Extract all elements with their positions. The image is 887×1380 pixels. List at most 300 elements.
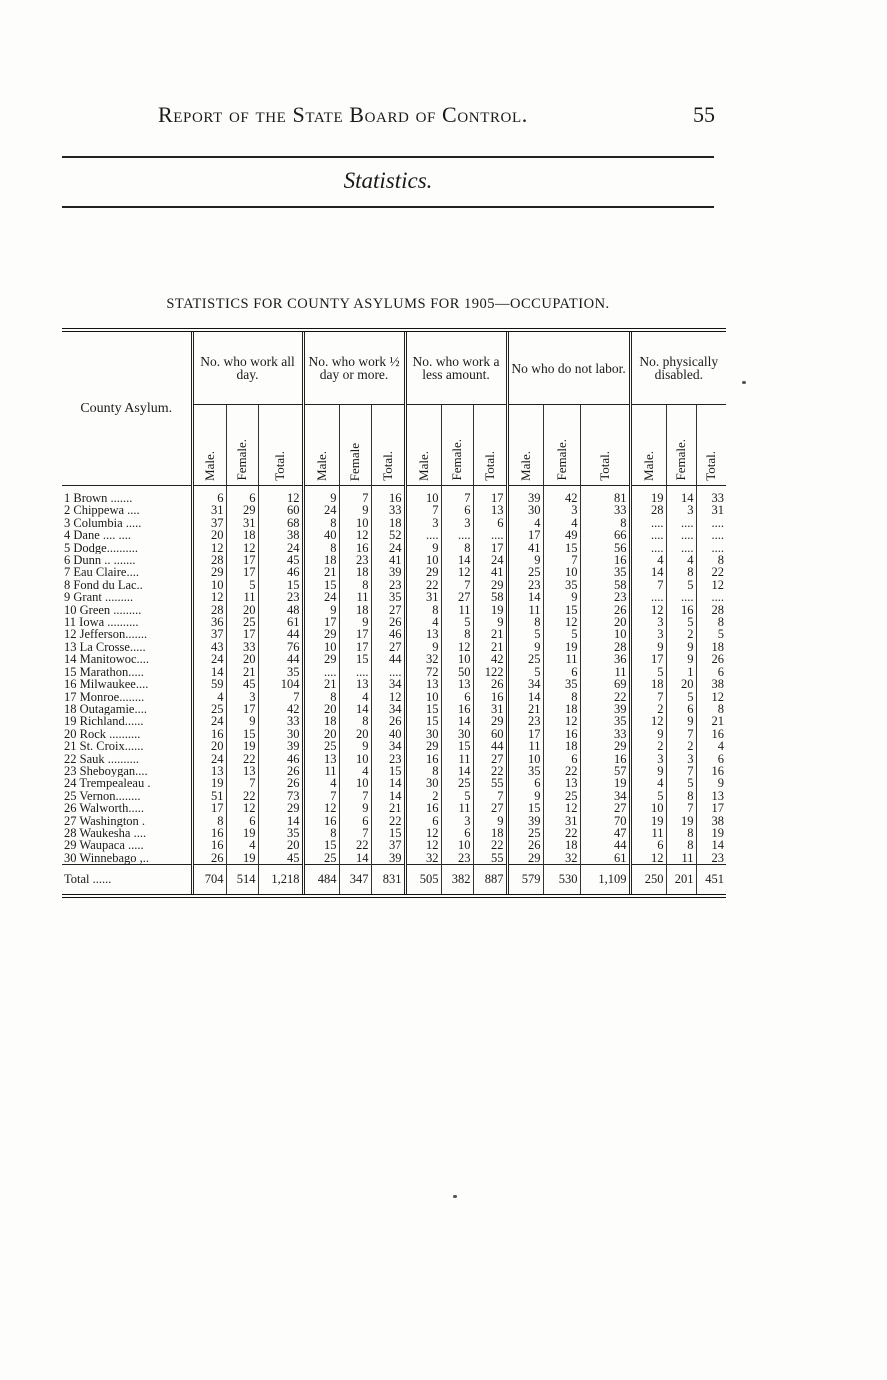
cell-total-disabled: 8	[696, 703, 726, 715]
cell-female-less: 14	[441, 715, 473, 727]
county-name: 17 Monroe........	[64, 690, 145, 703]
cell-male-all-day: 37	[192, 517, 226, 529]
cell-total-not-labor: 16	[580, 753, 630, 765]
county-name: 28 Waukesha ....	[64, 826, 147, 840]
cell-female-less: 7	[441, 579, 473, 591]
cell-male-less: 8	[405, 604, 441, 616]
cell-female-not-labor: 6	[543, 753, 580, 765]
cell-female-less: 10	[441, 653, 473, 665]
cell-female-disabled: 3	[666, 753, 696, 765]
cell-total-all-day: 39	[258, 740, 303, 752]
subheader-male-disabled	[630, 405, 666, 486]
cell-female-disabled: 6	[666, 703, 696, 715]
cell-male-disabled: 5	[630, 790, 666, 802]
county-name: 20 Rock ..........	[64, 727, 141, 741]
cell-total-less: 26	[473, 678, 507, 690]
cell-male-less: 30	[405, 728, 441, 740]
cell-male-not-labor: 9	[507, 790, 543, 802]
subheader-total-all-day	[258, 405, 303, 486]
cell-female-disabled: ....	[666, 517, 696, 529]
cell-male-all-day: 37	[192, 628, 226, 640]
cell-female-not-labor: 18	[543, 740, 580, 752]
cell-total-not-labor: 70	[580, 815, 630, 827]
cell-female-all-day: 20	[226, 604, 258, 616]
cell-female-half-day: 20	[339, 728, 371, 740]
table-row	[62, 678, 726, 690]
cell-male-all-day: 25	[192, 703, 226, 715]
cell-total-disabled: 12	[696, 691, 726, 703]
cell-total-half-day: 12	[371, 691, 405, 703]
cell-female-half-day: 13	[339, 678, 371, 690]
cell-male-less: 22	[405, 579, 441, 591]
cell-female-all-day: 5	[226, 579, 258, 591]
subheader-total-less	[473, 405, 507, 486]
county-name: 6 Dunn .. .......	[64, 554, 136, 567]
total-male-not-labor: 579	[507, 865, 543, 896]
report-title: Report of the State Board of Control.	[158, 102, 528, 127]
subheader-female-less	[441, 405, 473, 486]
cell-male-all-day: 16	[192, 827, 226, 839]
cell-female-not-labor: 49	[543, 529, 580, 541]
cell-male-disabled: 3	[630, 628, 666, 640]
county-name: 15 Marathon.....	[64, 665, 144, 679]
cell-total-all-day: 46	[258, 566, 303, 578]
county-name: 8 Fond du Lac..	[64, 578, 143, 592]
cell-male-all-day: 6	[192, 486, 226, 505]
cell-total-not-labor: 35	[580, 566, 630, 578]
cell-male-less: 32	[405, 852, 441, 865]
cell-female-not-labor: 19	[543, 641, 580, 653]
cell-total-not-labor: 33	[580, 504, 630, 516]
cell-total-disabled: ....	[696, 542, 726, 554]
cell-female-less: 23	[441, 852, 473, 865]
total-female-disabled: 201	[666, 865, 696, 896]
group-header-work-all-day: No. who work all day.	[192, 330, 303, 405]
subheader-total-not-labor	[580, 405, 630, 486]
cell-total-disabled: 38	[696, 678, 726, 690]
cell-female-not-labor: 32	[543, 852, 580, 865]
county-name: 19 Richland......	[64, 715, 144, 728]
cell-total-all-day: 23	[258, 591, 303, 603]
cell-female-disabled: 2	[666, 740, 696, 752]
cell-male-not-labor: 39	[507, 486, 543, 505]
county-name: 7 Eau Claire....	[64, 566, 139, 579]
cell-total-half-day: 15	[371, 827, 405, 839]
cell-female-all-day: 33	[226, 641, 258, 653]
cell-male-disabled: ....	[630, 529, 666, 541]
cell-total-half-day: 24	[371, 542, 405, 554]
table-body	[62, 486, 726, 896]
cell-total-all-day: 48	[258, 604, 303, 616]
cell-total-not-labor: 10	[580, 628, 630, 640]
cell-male-disabled: 6	[630, 839, 666, 851]
cell-total-half-day: 34	[371, 703, 405, 715]
cell-male-all-day: 16	[192, 728, 226, 740]
cell-female-not-labor: 11	[543, 653, 580, 665]
cell-total-all-day: 76	[258, 641, 303, 653]
cell-male-half-day: 20	[303, 728, 339, 740]
cell-total-half-day: 33	[371, 504, 405, 516]
table-row	[62, 740, 726, 752]
cell-total-less: 18	[473, 827, 507, 839]
total-male-half-day: 484	[303, 865, 339, 896]
cell-female-half-day: 6	[339, 815, 371, 827]
cell-total-not-labor: 16	[580, 554, 630, 566]
subheader-label: Total.	[481, 451, 497, 481]
group-header-work-half-day: No. who work ½ day or more.	[303, 330, 405, 405]
cell-female-all-day: 17	[226, 566, 258, 578]
cell-total-disabled: 28	[696, 604, 726, 616]
cell-male-not-labor: 9	[507, 641, 543, 653]
county-name: 11 Iowa ..........	[64, 616, 139, 629]
cell-total-not-labor: 58	[580, 579, 630, 591]
cell-male-all-day: 28	[192, 554, 226, 566]
cell-male-less: 16	[405, 753, 441, 765]
cell-male-half-day: 15	[303, 579, 339, 591]
cell-total-all-day: 20	[258, 839, 303, 851]
cell-female-all-day: 9	[226, 715, 258, 727]
cell-total-not-labor: 29	[580, 740, 630, 752]
cell-total-not-labor: 33	[580, 728, 630, 740]
cell-male-not-labor: 14	[507, 591, 543, 603]
cell-female-all-day: 31	[226, 517, 258, 529]
cell-male-less: 32	[405, 653, 441, 665]
cell-male-half-day: 4	[303, 777, 339, 789]
cell-female-disabled: 9	[666, 715, 696, 727]
cell-female-less: 3	[441, 517, 473, 529]
subheader-label: Male.	[313, 451, 329, 481]
table-row	[62, 529, 726, 541]
cell-female-not-labor: 22	[543, 827, 580, 839]
cell-total-all-day: 44	[258, 628, 303, 640]
cell-male-not-labor: 25	[507, 566, 543, 578]
cell-total-disabled: 33	[696, 486, 726, 505]
cell-total-half-day: 46	[371, 628, 405, 640]
cell-total-not-labor: 81	[580, 486, 630, 505]
cell-female-half-day: 9	[339, 616, 371, 628]
group-header-disabled: No. physically disabled.	[630, 330, 726, 405]
table-row	[62, 777, 726, 789]
subheader-female-all-day	[226, 405, 258, 486]
subheader-female-half-day	[339, 405, 371, 486]
cell-male-disabled: 10	[630, 802, 666, 814]
cell-female-less: 16	[441, 703, 473, 715]
cell-female-disabled: 1	[666, 666, 696, 678]
cell-female-half-day: 4	[339, 765, 371, 777]
cell-female-less: 11	[441, 604, 473, 616]
total-row	[62, 865, 726, 896]
cell-male-half-day: 40	[303, 529, 339, 541]
table-row	[62, 591, 726, 603]
cell-total-all-day: 12	[258, 486, 303, 505]
cell-male-all-day: 12	[192, 542, 226, 554]
subheader-label: Male.	[415, 451, 431, 481]
cell-female-less: 7	[441, 486, 473, 505]
cell-female-less: 13	[441, 678, 473, 690]
total-label: Total ......	[62, 865, 192, 896]
cell-female-less: 6	[441, 827, 473, 839]
subheader-label: Male.	[517, 451, 533, 481]
cell-female-all-day: 17	[226, 628, 258, 640]
cell-total-half-day: 23	[371, 753, 405, 765]
subheader-label: Total.	[596, 451, 612, 481]
cell-female-less: 11	[441, 753, 473, 765]
cell-female-not-labor: 12	[543, 715, 580, 727]
cell-male-not-labor: 6	[507, 777, 543, 789]
cell-male-less: ....	[405, 529, 441, 541]
cell-total-disabled: 21	[696, 715, 726, 727]
cell-total-disabled: 23	[696, 852, 726, 865]
cell-male-all-day: 29	[192, 566, 226, 578]
cell-female-half-day: 10	[339, 753, 371, 765]
cell-total-not-labor: 20	[580, 616, 630, 628]
cell-male-all-day: 10	[192, 579, 226, 591]
cell-total-half-day: 40	[371, 728, 405, 740]
cell-total-disabled: ....	[696, 517, 726, 529]
county-name: 30 Winnebago ,..	[64, 851, 150, 865]
cell-female-all-day: 15	[226, 728, 258, 740]
cell-male-not-labor: 34	[507, 678, 543, 690]
cell-male-disabled: 4	[630, 777, 666, 789]
cell-total-disabled: 31	[696, 504, 726, 516]
cell-total-disabled: 8	[696, 554, 726, 566]
cell-male-disabled: 9	[630, 641, 666, 653]
cell-total-all-day: 26	[258, 765, 303, 777]
cell-male-disabled: ....	[630, 542, 666, 554]
cell-male-not-labor: 39	[507, 815, 543, 827]
cell-total-less: ....	[473, 529, 507, 541]
page-header	[140, 100, 715, 136]
group-header-work-less: No. who work a less amount.	[405, 330, 507, 405]
cell-male-all-day: 31	[192, 504, 226, 516]
cell-male-less: 10	[405, 554, 441, 566]
cell-total-disabled: 18	[696, 641, 726, 653]
cell-male-less: 72	[405, 666, 441, 678]
cell-male-less: 16	[405, 802, 441, 814]
page-number: 55	[693, 102, 715, 127]
subheader-label: Female.	[449, 439, 465, 481]
county-name: 16 Milwaukee....	[64, 678, 149, 691]
cell-total-disabled: ....	[696, 529, 726, 541]
cell-male-not-labor: 10	[507, 753, 543, 765]
cell-female-not-labor: 35	[543, 579, 580, 591]
cell-total-half-day: 41	[371, 554, 405, 566]
cell-total-less: 16	[473, 691, 507, 703]
cell-total-disabled: 19	[696, 827, 726, 839]
cell-total-disabled: 22	[696, 566, 726, 578]
cell-female-less: 11	[441, 802, 473, 814]
cell-female-half-day: 4	[339, 691, 371, 703]
cell-male-all-day: 20	[192, 740, 226, 752]
cell-female-all-day: 45	[226, 678, 258, 690]
cell-total-not-labor: 57	[580, 765, 630, 777]
cell-total-disabled: 16	[696, 765, 726, 777]
cell-male-half-day: 7	[303, 790, 339, 802]
cell-male-half-day: 29	[303, 653, 339, 665]
cell-male-all-day: 8	[192, 815, 226, 827]
total-total-all-day: 1,218	[258, 865, 303, 896]
cell-female-less: 27	[441, 591, 473, 603]
cell-total-half-day: 35	[371, 591, 405, 603]
county-name: 5 Dodge..........	[64, 541, 138, 555]
county-name: 1 Brown .......	[64, 491, 133, 505]
cell-total-all-day: 73	[258, 790, 303, 802]
total-male-disabled: 250	[630, 865, 666, 896]
cell-male-less: 8	[405, 765, 441, 777]
cell-female-all-day: 12	[226, 802, 258, 814]
total-female-half-day: 347	[339, 865, 371, 896]
cell-total-less: 22	[473, 765, 507, 777]
cell-total-disabled: ....	[696, 591, 726, 603]
cell-female-less: 5	[441, 790, 473, 802]
cell-female-half-day: 12	[339, 529, 371, 541]
cell-total-disabled: 16	[696, 728, 726, 740]
county-name: 10 Green .........	[64, 603, 142, 617]
cell-male-disabled: 12	[630, 604, 666, 616]
cell-female-half-day: ....	[339, 666, 371, 678]
cell-total-less: 55	[473, 852, 507, 865]
cell-female-disabled: ....	[666, 529, 696, 541]
subheader-label: Total.	[272, 451, 287, 481]
cell-female-half-day: 9	[339, 740, 371, 752]
cell-male-half-day: 25	[303, 852, 339, 865]
cell-female-half-day: 10	[339, 517, 371, 529]
cell-male-half-day: 24	[303, 504, 339, 516]
cell-total-half-day: 34	[371, 678, 405, 690]
cell-female-disabled: 7	[666, 802, 696, 814]
cell-male-all-day: 28	[192, 604, 226, 616]
cell-female-all-day: 19	[226, 827, 258, 839]
cell-female-disabled: 7	[666, 765, 696, 777]
cell-male-not-labor: 11	[507, 740, 543, 752]
cell-male-half-day: 13	[303, 753, 339, 765]
cell-female-half-day: 7	[339, 827, 371, 839]
county-name: 4 Dane .... ....	[64, 529, 131, 542]
cell-total-less: 29	[473, 715, 507, 727]
cell-total-not-labor: 8	[580, 517, 630, 529]
cell-female-all-day: 25	[226, 616, 258, 628]
cell-female-not-labor: 35	[543, 678, 580, 690]
cell-total-less: 13	[473, 504, 507, 516]
cell-female-not-labor: 4	[543, 517, 580, 529]
cell-female-all-day: 17	[226, 703, 258, 715]
statistics-table-wrapper	[62, 328, 725, 898]
cell-female-not-labor: 12	[543, 802, 580, 814]
cell-female-not-labor: 15	[543, 604, 580, 616]
cell-female-disabled: 5	[666, 579, 696, 591]
cell-female-disabled: 2	[666, 628, 696, 640]
total-male-all-day: 704	[192, 865, 226, 896]
cell-female-all-day: 22	[226, 790, 258, 802]
cell-male-disabled: 9	[630, 728, 666, 740]
cell-total-all-day: 44	[258, 653, 303, 665]
cell-female-disabled: ....	[666, 591, 696, 603]
county-name: 22 Sauk ..........	[64, 752, 139, 765]
cell-total-all-day: 35	[258, 666, 303, 678]
cell-female-half-day: 18	[339, 566, 371, 578]
cell-male-less: 3	[405, 517, 441, 529]
cell-male-not-labor: 4	[507, 517, 543, 529]
county-name: 27 Washington .	[64, 814, 146, 827]
cell-male-not-labor: 9	[507, 554, 543, 566]
cell-male-half-day: 18	[303, 554, 339, 566]
subheader-label: Total.	[703, 451, 719, 481]
cell-male-half-day: 8	[303, 542, 339, 554]
cell-total-half-day: 27	[371, 641, 405, 653]
cell-female-all-day: 21	[226, 666, 258, 678]
cell-male-half-day: 17	[303, 616, 339, 628]
cell-female-not-labor: 12	[543, 616, 580, 628]
cell-female-not-labor: 18	[543, 703, 580, 715]
subheader-female-disabled	[666, 405, 696, 486]
cell-female-disabled: 7	[666, 728, 696, 740]
cell-female-half-day: 14	[339, 852, 371, 865]
cell-total-half-day: 16	[371, 486, 405, 505]
cell-total-disabled: 9	[696, 777, 726, 789]
total-female-all-day: 514	[226, 865, 258, 896]
page-speck	[453, 1195, 457, 1198]
table-row	[62, 715, 726, 727]
cell-female-not-labor: 10	[543, 566, 580, 578]
cell-female-less: 50	[441, 666, 473, 678]
statistics-table	[62, 328, 726, 898]
cell-female-disabled: 4	[666, 554, 696, 566]
cell-female-not-labor: 25	[543, 790, 580, 802]
cell-female-less: 14	[441, 554, 473, 566]
cell-total-not-labor: 28	[580, 641, 630, 653]
cell-male-all-day: 13	[192, 765, 226, 777]
cell-total-half-day: 21	[371, 802, 405, 814]
cell-male-disabled: 3	[630, 753, 666, 765]
cell-male-all-day: 17	[192, 802, 226, 814]
cell-total-less: 9	[473, 616, 507, 628]
cell-female-less: 8	[441, 542, 473, 554]
cell-female-disabled: ....	[666, 542, 696, 554]
cell-female-less: 15	[441, 740, 473, 752]
cell-male-disabled: 18	[630, 678, 666, 690]
cell-total-less: 58	[473, 591, 507, 603]
cell-female-all-day: 19	[226, 852, 258, 865]
cell-female-all-day: 29	[226, 504, 258, 516]
cell-male-all-day: 4	[192, 691, 226, 703]
cell-male-less: 4	[405, 616, 441, 628]
cell-total-less: 41	[473, 566, 507, 578]
cell-total-less: 42	[473, 653, 507, 665]
cell-total-all-day: 46	[258, 753, 303, 765]
cell-total-less: 31	[473, 703, 507, 715]
cell-total-not-labor: 47	[580, 827, 630, 839]
cell-female-not-labor: 3	[543, 504, 580, 516]
cell-male-half-day: 20	[303, 703, 339, 715]
subheader-label: Male.	[640, 451, 656, 481]
cell-total-not-labor: 69	[580, 678, 630, 690]
cell-female-not-labor: 16	[543, 728, 580, 740]
table-row	[62, 504, 726, 516]
cell-total-disabled: 6	[696, 753, 726, 765]
table-row	[62, 839, 726, 851]
cell-total-half-day: 34	[371, 740, 405, 752]
cell-total-half-day: 37	[371, 839, 405, 851]
cell-total-all-day: 42	[258, 703, 303, 715]
cell-total-less: 122	[473, 666, 507, 678]
cell-total-all-day: 33	[258, 715, 303, 727]
subheader-label: Female.	[553, 439, 569, 481]
cell-male-disabled: 3	[630, 616, 666, 628]
cell-male-disabled: 5	[630, 666, 666, 678]
cell-total-half-day: 23	[371, 579, 405, 591]
cell-male-all-day: 12	[192, 591, 226, 603]
table-row	[62, 628, 726, 640]
